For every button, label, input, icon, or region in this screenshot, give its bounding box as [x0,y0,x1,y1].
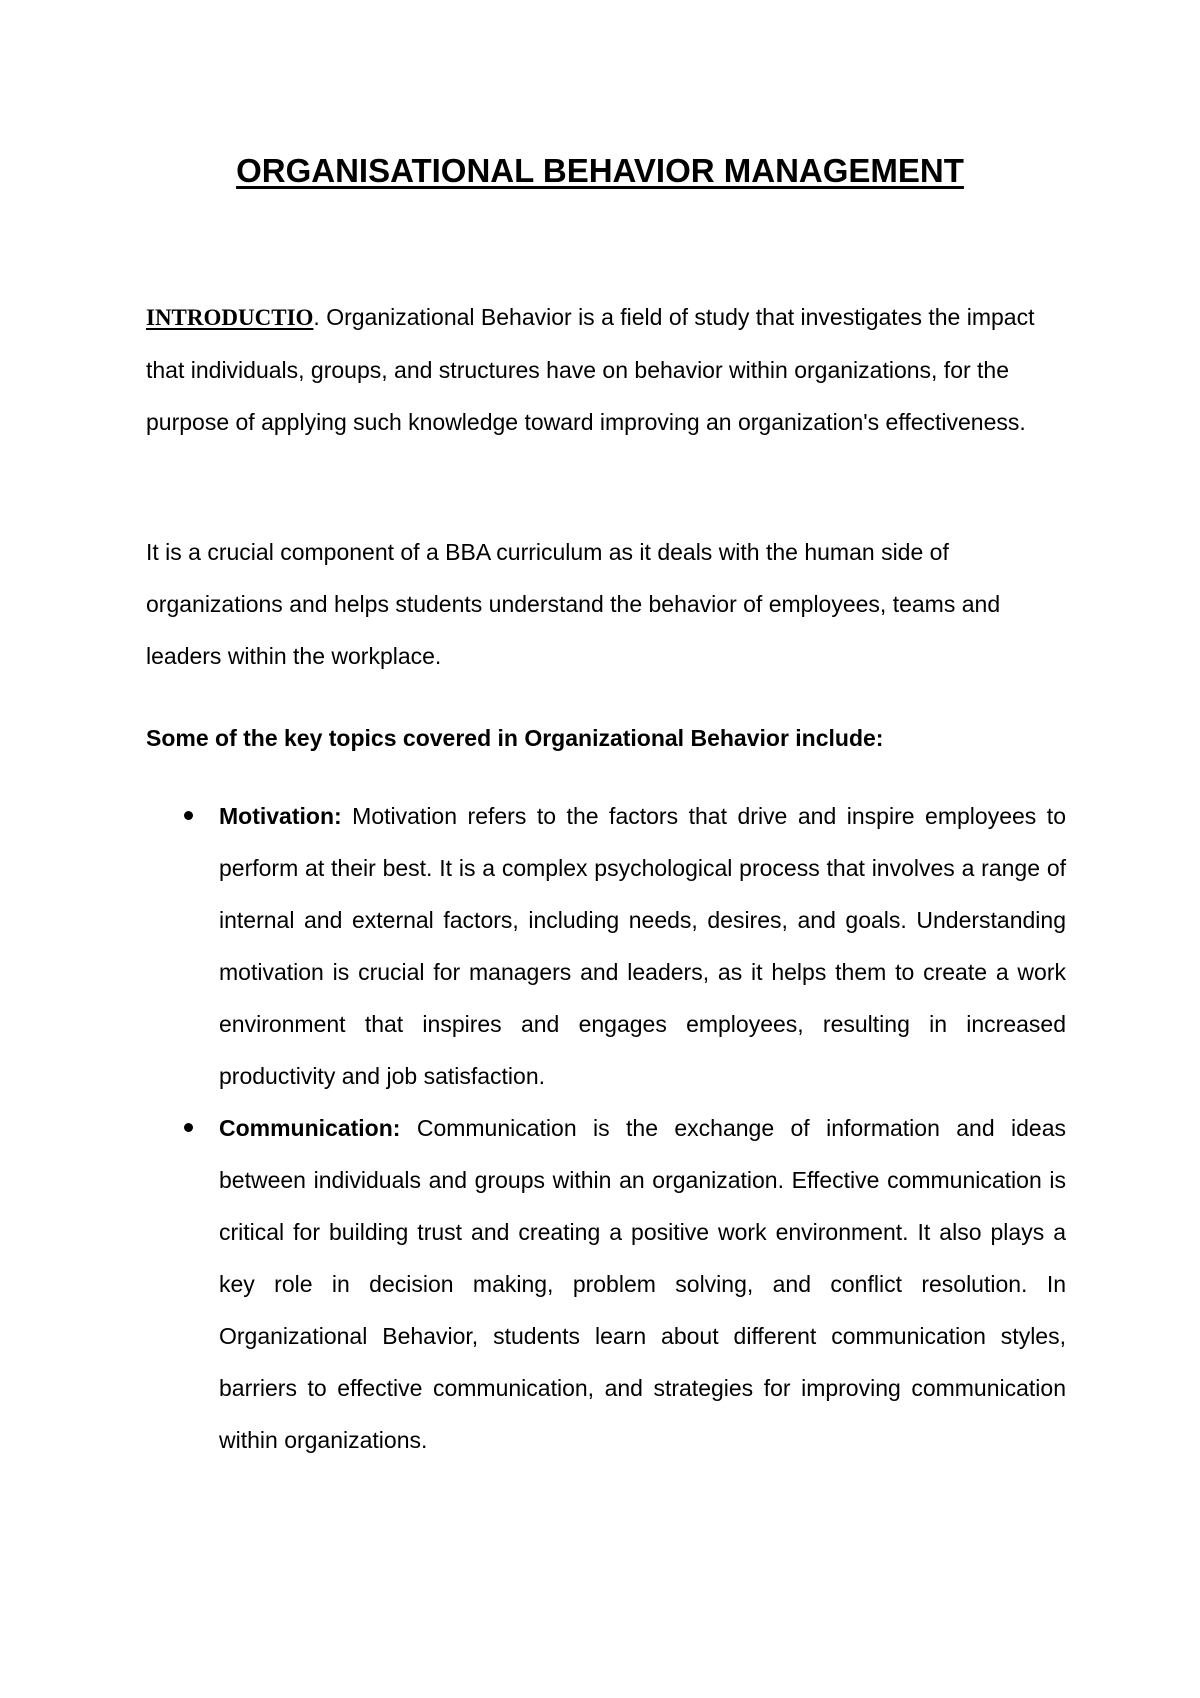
topics-heading: Some of the key topics covered in Organizational Behavior include: [146,725,884,751]
topic-term: Communication: [219,1115,401,1141]
topic-term: Motivation: [219,803,342,829]
curriculum-paragraph: It is a crucial component of a BBA curriculum as it deals with the human side of organizations and helps students understand the behavior of employees, teams and leaders within the workplace. [146,539,1001,669]
intro-paragraph [146,291,1066,448]
document-title: ORGANISATIONAL BEHAVIOR MANAGEMENT [236,152,964,189]
intro-text: . Organizational Behavior is a field of study that investigates the impact that individuals, groups, and structures have on behavior within organizations, for the purpose of applying such knowledge toward improving an organization's effectiveness. [146,304,1035,435]
bullet-icon [184,811,193,820]
topics-list [146,790,1066,1466]
bullet-icon [184,1123,193,1132]
topic-description: Motivation refers to the factors that drive and inspire employees to perform at their best. It is a complex psychological process that involves a range of internal and external factors, including needs, desires, and goals. Understanding motivation is crucial for managers and leaders, as it helps them to create a work environment that inspires and engages employees, resulting in increased productivity and job satisfaction. [219,803,1066,1089]
list-item-communication [146,1102,1066,1466]
intro-label: INTRODUCTIO [146,305,314,330]
list-item-motivation [146,790,1066,1102]
topic-description: Communication is the exchange of information and ideas between individuals and groups within an organization. Effective communication is critical for building trust and creating a positive work environment. It also plays a key role in decision making, problem solving, and conflict resolution. In Organizational Behavior, students learn about different communication styles, barriers to effective communication, and strategies for improving communication within organizations. [219,1115,1066,1453]
